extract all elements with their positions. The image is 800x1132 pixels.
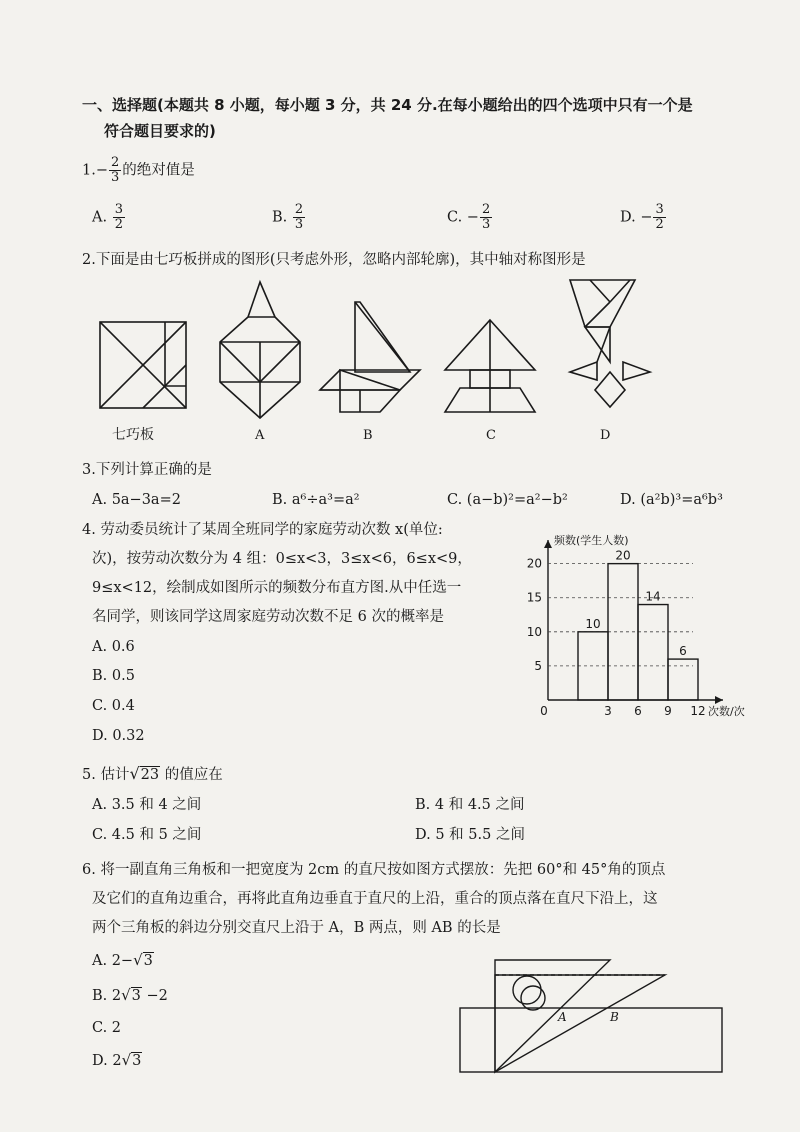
ruler-triangles-figure xyxy=(455,950,735,1080)
q6-option-b[interactable]: B. 2√3 −2 xyxy=(92,986,168,1004)
q4-line1: 4. 劳动委员统计了某周全班同学的家庭劳动次数 x(单位: xyxy=(82,522,443,538)
q1-option-d[interactable]: D. − $\frac{3}{2}$ xyxy=(620,202,664,232)
q3-option-b[interactable]: B. a⁶÷a³=a² xyxy=(272,492,360,508)
q1-option-a[interactable]: A. $\frac{3}{2}$ xyxy=(92,202,123,232)
q6-line3: 两个三角板的斜边分别交直尺上沿于 A，B 两点，则 AB 的长是 xyxy=(92,920,501,936)
q6-option-a[interactable]: A. 2−√3 xyxy=(92,951,153,969)
q4-line3: 9≤x<12，绘制成如图所示的频数分布直方图.从中任选一 xyxy=(92,580,462,596)
bar-value-label: 20 xyxy=(615,548,631,563)
protractor-circle xyxy=(513,976,541,1004)
q6-option-c[interactable]: C. 2 xyxy=(92,1020,122,1036)
protractor-circle-2 xyxy=(521,986,545,1010)
q4-line2: 次)，按劳动次数分为 4 组：0≤x<3，3≤x<6，6≤x<9， xyxy=(92,551,472,567)
x-tick-label: 9 xyxy=(664,704,672,718)
bar-value-label: 10 xyxy=(585,616,601,631)
q6-option-d[interactable]: D. 2√3 xyxy=(92,1051,142,1069)
tangram-figure-d xyxy=(570,280,650,407)
q1-option-c[interactable]: C. − $\frac{2}{3}$ xyxy=(447,202,491,232)
tangram-square xyxy=(100,322,186,408)
q1-fraction: $\frac{2}{3}$ xyxy=(111,155,120,185)
point-b-label: B xyxy=(610,1010,619,1024)
tangram-figure-a xyxy=(220,282,300,418)
q6-line2: 及它们的直角边重合，再将此直角边垂直于直尺的上沿，重合的顶点落在直尺下沿上，这 xyxy=(92,891,658,907)
y-axis-label: 频数(学生人数) xyxy=(554,534,629,547)
x-tick-label: 0 xyxy=(540,704,548,718)
point-a-label: A xyxy=(558,1010,567,1024)
q5-option-c[interactable]: C. 4.5 和 5 之间 xyxy=(92,827,202,843)
q3-option-a[interactable]: A. 5a−3a=2 xyxy=(92,492,181,508)
q1-sign: − xyxy=(95,162,108,179)
figure-label-d: D xyxy=(600,428,611,443)
q5-option-a[interactable]: A. 3.5 和 4 之间 xyxy=(92,797,202,813)
x-axis-arrow xyxy=(715,696,723,704)
section-title-line2: 符合题目要求的) xyxy=(104,122,216,140)
q5-radicand: 23 xyxy=(140,767,160,783)
q3-option-c[interactable]: C. (a−b)²=a²−b² xyxy=(447,492,568,508)
y-axis-arrow xyxy=(544,540,552,548)
frequency-histogram xyxy=(510,528,745,723)
q1-text: 的绝对值是 xyxy=(122,162,195,179)
q4-option-d[interactable]: D. 0.32 xyxy=(92,728,145,744)
q4-option-b[interactable]: B. 0.5 xyxy=(92,668,135,684)
q1-number: 1. xyxy=(82,162,96,179)
q5-option-d[interactable]: D. 5 和 5.5 之间 xyxy=(415,827,525,843)
y-tick-label: 10 xyxy=(526,624,542,639)
q4-line4: 名同学，则该同学这周家庭劳动次数不足 6 次的概率是 xyxy=(92,609,444,625)
y-tick-label: 20 xyxy=(526,556,542,571)
tangram-figures xyxy=(90,272,650,422)
y-tick-label: 15 xyxy=(526,590,542,605)
histogram-bar xyxy=(638,605,668,700)
figure-label-a: A xyxy=(255,428,265,443)
histogram-bar xyxy=(668,659,698,700)
q3-stem: 3.下列计算正确的是 xyxy=(82,462,212,478)
bar-value-label: 14 xyxy=(645,589,661,604)
x-tick-label: 12 xyxy=(690,704,706,718)
figure-label-c: C xyxy=(486,428,496,443)
q6-line1: 6. 将一副直角三角板和一把宽度为 2cm 的直尺按如图方式摆放：先把 60°和 45°角的顶点 xyxy=(82,862,666,878)
tangram-figure-b xyxy=(320,302,420,412)
figure-label-b: B xyxy=(363,428,373,443)
q4-option-c[interactable]: C. 0.4 xyxy=(92,698,135,714)
q3-option-d[interactable]: D. (a²b)³=a⁶b³ xyxy=(620,492,723,508)
q5-stem: 5. 估计√23 的值应在 xyxy=(82,764,223,783)
y-tick-label: 5 xyxy=(534,658,542,673)
q4-option-a[interactable]: A. 0.6 xyxy=(92,639,135,655)
section-title-line1: 一、选择题(本题共 8 小题，每小题 3 分，共 24 分.在每小题给出的四个选项中只有一个是 xyxy=(82,96,693,114)
q1-stem xyxy=(82,156,195,185)
tangram-label: 七巧板 xyxy=(112,427,154,443)
bar-value-label: 6 xyxy=(679,644,687,659)
tangram-figure-c xyxy=(445,320,535,412)
q5-option-b[interactable]: B. 4 和 4.5 之间 xyxy=(415,797,525,813)
x-tick-label: 3 xyxy=(604,704,612,718)
q1-option-b[interactable]: B. $\frac{2}{3}$ xyxy=(272,202,304,232)
q2-stem: 2.下面是由七巧板拼成的图形(只考虑外形，忽略内部轮廓)，其中轴对称图形是 xyxy=(82,252,586,268)
x-tick-label: 6 xyxy=(634,704,642,718)
x-axis-label: 次数/次 xyxy=(708,705,745,718)
